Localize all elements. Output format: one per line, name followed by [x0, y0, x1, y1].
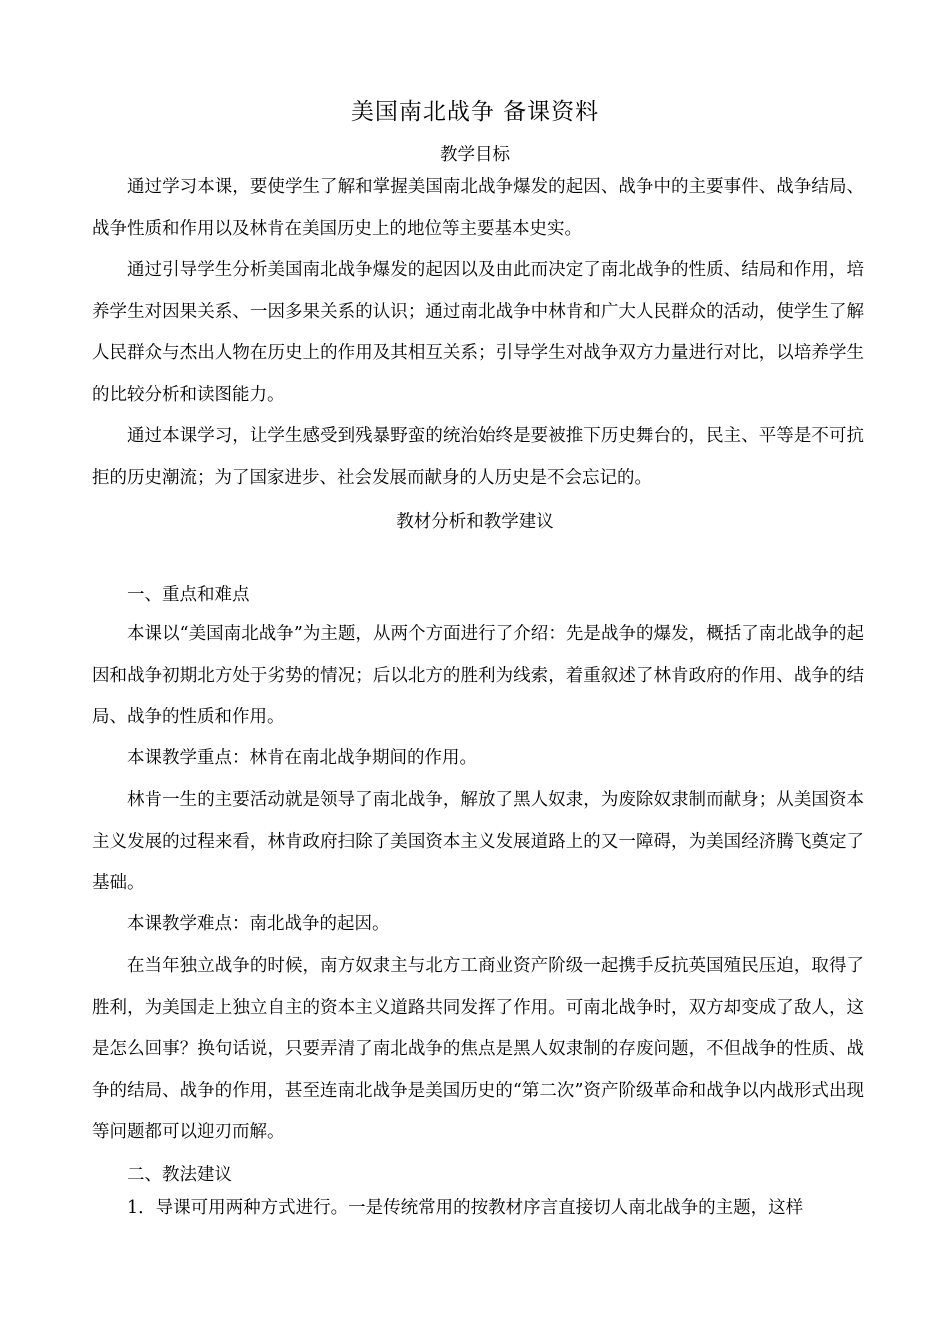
part2-paragraph-1-text: 1．导课可用两种方式进行。一是传统常用的按教材序言直接切人南北战争的主题，这样 — [127, 1198, 804, 1218]
part1-paragraph-3 — [92, 780, 864, 905]
goal-paragraph-2-text: 通过引导学生分析美国南北战争爆发的起因以及由此而决定了南北战争的性质、结局和作用，培养学生对因果关系、一因多果关系的认识；通过南北战争中林肯和广大人民群众的活动，使学生了解人民群众与杰出人物在历史上的作用及其相互关系；引导学生对战争双方力量进行对比，以培养学生的比较分析和读图能力。 — [92, 260, 864, 405]
part1-paragraph-5 — [92, 946, 864, 1154]
part1-paragraph-3-text: 林肯一生的主要活动就是领导了南北战争，解放了黑人奴隶，为废除奴隶制而献身；从美国资本主义发展的过程来看，林肯政府扫除了美国资本主义发展道路上的又一障碍，为美国经济腾飞奠定了基础。 — [92, 790, 864, 893]
goal-paragraph-1-text: 通过学习本课，要使学生了解和掌握美国南北战争爆发的起因、战争中的主要事件、战争结局、战争性质和作用以及林肯在美国历史上的地位等主要基本史实。 — [92, 177, 864, 239]
section-heading-analysis: 教材分析和教学建议 — [396, 512, 554, 532]
part1-paragraph-2 — [92, 738, 864, 780]
goal-paragraph-1 — [92, 167, 864, 250]
goal-paragraph-3 — [92, 416, 864, 499]
part1-paragraph-1 — [92, 614, 864, 739]
part1-paragraph-4 — [92, 904, 864, 946]
part1-paragraph-5-text: 在当年独立战争的时候，南方奴隶主与北方工商业资产阶级一起携手反抗英国殖民压迫，取得了胜利，为美国走上独立自主的资本主义道路共同发挥了作用。可南北战争时，双方却变成了敌人，这是怎么回事？换句话说，只要弄清了南北战争的焦点是黑人奴隶制的存废问题，不但战争的性质、战争的结局、战争的作用，甚至连南北战争是美国历史的“第二次”资产阶级革命和战争以内战形式出现等问题都可以迎刃而解。 — [92, 956, 864, 1142]
section-heading-teaching-goals: 教学目标 — [440, 145, 510, 165]
part-heading-teaching-methods: 二、教法建议 — [127, 1165, 232, 1185]
goal-paragraph-3-text: 通过本课学习，让学生感受到残暴野蛮的统治始终是要被推下历史舞台的，民主、平等是不可抗拒的历史潮流；为了国家进步、社会发展而献身的人历史是不会忘记的。 — [92, 426, 864, 488]
part1-paragraph-2-text: 本课教学重点：林肯在南北战争期间的作用。 — [127, 748, 477, 768]
goal-paragraph-2 — [92, 250, 864, 416]
document-title: 美国南北战争 备课资料 — [350, 99, 600, 125]
part-heading-key-points: 一、重点和难点 — [127, 585, 250, 605]
part1-paragraph-1-text: 本课以“美国南北战争”为主题，从两个方面进行了介绍：先是战争的爆发，概括了南北战争的起因和战争初期北方处于劣势的情况；后以北方的胜利为线索，着重叙述了林肯政府的作用、战争的结局、战争的性质和作用。 — [92, 624, 864, 727]
part2-paragraph-1 — [92, 1188, 864, 1230]
part1-paragraph-4-text: 本课教学难点：南北战争的起因。 — [127, 914, 390, 934]
